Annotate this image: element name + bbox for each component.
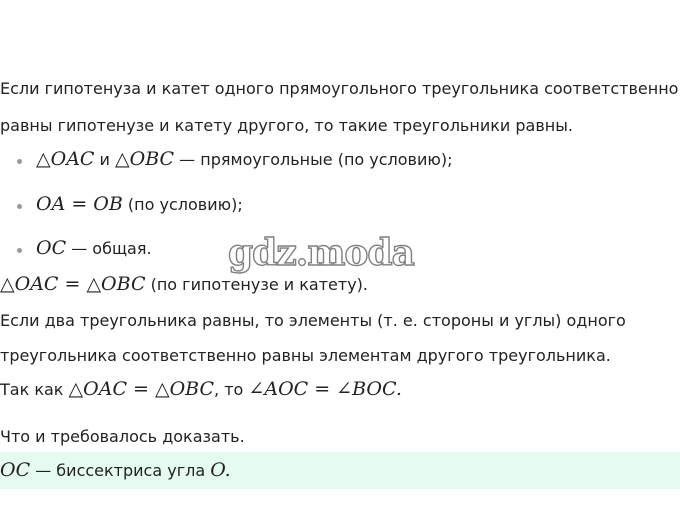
- list-item: [36, 194, 243, 215]
- list-item-text: (по условию);: [122, 195, 243, 214]
- math-expression: △OAC = △OBC: [0, 273, 146, 295]
- watermark-logo: gdz.moda: [228, 232, 414, 274]
- math-expression: O.: [210, 459, 231, 481]
- math-expression: ∠AOC = ∠BOC.: [248, 378, 402, 400]
- para2-line1: Если два треугольника равны, то элементы (т. е. стороны и углы) одного: [0, 311, 626, 330]
- math-expression: △OAC: [36, 148, 95, 170]
- math-expression: △OBC: [115, 148, 175, 170]
- since-line: [0, 379, 402, 400]
- since-prefix: Так как: [0, 380, 69, 399]
- para2-line2: треугольника соответственно равны элементам другого треугольника.: [0, 346, 611, 365]
- list-item: [36, 238, 152, 259]
- bullet-dot: [17, 159, 22, 164]
- math-expression: △OAC = △OBC: [68, 378, 215, 400]
- conclusion-text: (по гипотенузе и катету).: [145, 275, 368, 294]
- list-item: [36, 149, 452, 170]
- list-item-text: — прямоугольные (по условию);: [174, 150, 453, 169]
- bullet-dot: [17, 248, 22, 253]
- para1-line2: равны гипотенузе и катету другого, то такие треугольники равны.: [0, 116, 573, 135]
- answer-text: — биссектриса угла: [30, 461, 211, 480]
- math-expression: OA = OB: [36, 193, 123, 215]
- joiner-text: и: [94, 150, 116, 169]
- answer-line: [0, 460, 231, 481]
- qed-text: Что и требовалось доказать.: [0, 427, 245, 446]
- bullet-dot: [17, 204, 22, 209]
- math-expression: OC: [36, 237, 67, 259]
- math-expression: OC: [0, 459, 31, 481]
- conclusion-line: [0, 274, 368, 295]
- since-mid: , то: [214, 380, 249, 399]
- para1-line1: Если гипотенуза и катет одного прямоугольного треугольника соответственно: [0, 79, 679, 98]
- list-item-text: — общая.: [66, 239, 152, 258]
